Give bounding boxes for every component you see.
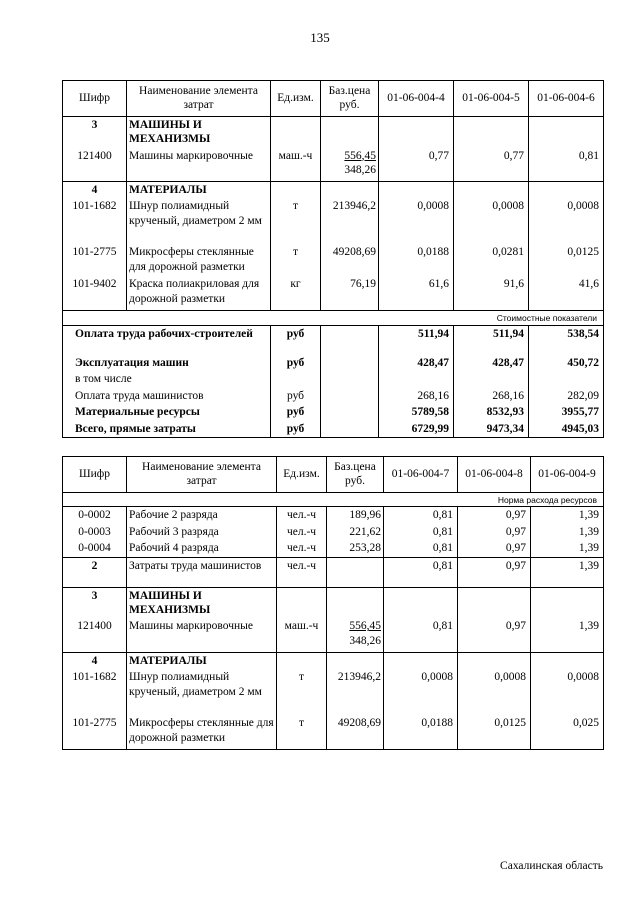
row-name: Машины маркировочные — [127, 618, 277, 652]
summary-value: 511,94 — [379, 325, 454, 355]
row-price: 76,19 — [321, 276, 379, 310]
summary-unit: руб — [271, 421, 321, 438]
row-name: Машины маркировочные — [127, 148, 271, 182]
row-value: 0,0188 — [379, 244, 454, 276]
resource-table-1 — [62, 80, 604, 438]
summary-label: Оплата труда рабочих-строителей — [63, 325, 271, 355]
row-code: 4 — [63, 652, 127, 669]
row-price: 221,62 — [327, 524, 384, 540]
table-row — [63, 276, 604, 310]
header-name: Наименование элемента затрат — [127, 81, 271, 117]
table-header-row — [63, 457, 604, 493]
table-row — [63, 715, 604, 749]
row-price: 213946,2 — [327, 669, 384, 715]
row-price: 49208,69 — [321, 244, 379, 276]
row-value: 0,0008 — [529, 198, 604, 244]
section-label-row — [63, 310, 604, 325]
row-code: 101-9402 — [63, 276, 127, 310]
summary-value: 450,72 — [529, 355, 604, 371]
row-code: 121400 — [63, 618, 127, 652]
section-label-row — [63, 492, 604, 507]
row-unit: кг — [271, 276, 321, 310]
row-price: 189,96 — [327, 507, 384, 524]
summary-value: 8532,93 — [454, 404, 529, 420]
table-row — [63, 557, 604, 587]
summary-value: 282,09 — [529, 388, 604, 404]
row-name: МАШИНЫ И МЕХАНИЗМЫ — [127, 587, 277, 618]
row-code: 0-0004 — [63, 540, 127, 557]
row-value: 61,6 — [379, 276, 454, 310]
row-unit: чел.-ч — [277, 524, 327, 540]
summary-row — [63, 388, 604, 404]
row-unit: маш.-ч — [271, 148, 321, 182]
row-value: 0,81 — [529, 148, 604, 182]
row-unit: т — [277, 715, 327, 749]
page-number: 135 — [310, 30, 330, 45]
row-name: Шнур полиамидный крученый, диаметром 2 мм — [127, 198, 271, 244]
region-footer: Сахалинская область — [500, 860, 603, 872]
row-value: 0,0188 — [384, 715, 458, 749]
row-code: 0-0002 — [63, 507, 127, 524]
table-row — [63, 116, 604, 147]
summary-label: Материальные ресурсы — [63, 404, 271, 420]
row-code: 3 — [63, 116, 127, 147]
price-value: 556,45 — [344, 149, 376, 162]
price-value: 556,45 — [349, 620, 381, 633]
price-value-secondary: 348,26 — [349, 634, 381, 647]
row-code: 101-1682 — [63, 669, 127, 715]
row-name: Микросферы стеклянные для дорожной разметки — [127, 244, 271, 276]
row-code: 2 — [63, 557, 127, 587]
row-name: Рабочий 3 разряда — [127, 524, 277, 540]
summary-label: Оплата труда машинистов — [63, 388, 271, 404]
summary-unit: руб — [271, 404, 321, 420]
row-code: 4 — [63, 182, 127, 199]
resource-table-2 — [62, 456, 604, 750]
row-name: МАТЕРИАЛЫ — [127, 652, 277, 669]
header-unit: Ед.изм. — [277, 457, 327, 493]
row-value: 0,025 — [531, 715, 604, 749]
row-value: 0,97 — [458, 557, 531, 587]
row-name: Шнур полиамидный крученый, диаметром 2 мм — [127, 669, 277, 715]
row-unit: маш.-ч — [277, 618, 327, 652]
row-name: МАШИНЫ И МЕХАНИЗМЫ — [127, 116, 271, 147]
summary-row — [63, 421, 604, 438]
row-value: 0,97 — [458, 540, 531, 557]
header-col-4: 01-06-004-4 — [379, 81, 454, 117]
row-value: 0,0008 — [379, 198, 454, 244]
header-col-7: 01-06-004-7 — [384, 457, 458, 493]
header-price: Баз.цена руб. — [321, 81, 379, 117]
row-code: 101-2775 — [63, 244, 127, 276]
row-value: 0,77 — [379, 148, 454, 182]
section-label: Норма расхода ресурсов — [63, 492, 604, 507]
row-price: 213946,2 — [321, 198, 379, 244]
section-label: Стоимостные показатели — [63, 310, 604, 325]
row-unit: чел.-ч — [277, 507, 327, 524]
row-value: 0,97 — [458, 524, 531, 540]
row-value: 0,81 — [384, 524, 458, 540]
row-value: 0,0008 — [531, 669, 604, 715]
price-value-secondary: 348,26 — [344, 163, 376, 176]
row-value: 1,39 — [531, 524, 604, 540]
row-unit: т — [277, 669, 327, 715]
summary-row — [63, 404, 604, 420]
table-row — [63, 587, 604, 618]
row-value: 1,39 — [531, 618, 604, 652]
row-value: 1,39 — [531, 507, 604, 524]
row-unit: чел.-ч — [277, 557, 327, 587]
row-value: 0,81 — [384, 507, 458, 524]
summary-unit: руб — [271, 325, 321, 355]
row-code: 121400 — [63, 148, 127, 182]
table-row — [63, 198, 604, 244]
row-value: 0,81 — [384, 540, 458, 557]
table-row — [63, 540, 604, 557]
header-col-9: 01-06-004-9 — [531, 457, 604, 493]
row-price: 253,28 — [327, 540, 384, 557]
header-code: Шифр — [63, 81, 127, 117]
row-name: Затраты труда машинистов — [127, 557, 277, 587]
row-name: Рабочий 4 разряда — [127, 540, 277, 557]
row-value: 0,97 — [458, 618, 531, 652]
summary-value: 511,94 — [454, 325, 529, 355]
row-price — [321, 148, 379, 182]
header-unit: Ед.изм. — [271, 81, 321, 117]
summary-value: 268,16 — [379, 388, 454, 404]
row-price: 49208,69 — [327, 715, 384, 749]
row-value: 0,0281 — [454, 244, 529, 276]
summary-row — [63, 371, 604, 387]
row-value: 1,39 — [531, 557, 604, 587]
row-unit: т — [271, 244, 321, 276]
header-name: Наименование элемента затрат — [127, 457, 277, 493]
summary-unit: руб — [271, 388, 321, 404]
table-row — [63, 244, 604, 276]
summary-value: 9473,34 — [454, 421, 529, 438]
row-name: Краска полиакриловая для дорожной разметки — [127, 276, 271, 310]
row-name: Рабочие 2 разряда — [127, 507, 277, 524]
header-col-6: 01-06-004-6 — [529, 81, 604, 117]
row-value: 0,0008 — [458, 669, 531, 715]
summary-value: 538,54 — [529, 325, 604, 355]
row-value: 0,77 — [454, 148, 529, 182]
summary-value: 5789,58 — [379, 404, 454, 420]
summary-value: 428,47 — [454, 355, 529, 371]
row-value: 1,39 — [531, 540, 604, 557]
row-name: Микросферы стеклянные для дорожной разметки — [127, 715, 277, 749]
row-code: 0-0003 — [63, 524, 127, 540]
row-value: 0,81 — [384, 618, 458, 652]
row-unit: чел.-ч — [277, 540, 327, 557]
summary-label: в том числе — [63, 371, 271, 387]
summary-value: 268,16 — [454, 388, 529, 404]
header-col-8: 01-06-004-8 — [458, 457, 531, 493]
row-value: 0,0125 — [529, 244, 604, 276]
table-row — [63, 148, 604, 182]
table-header-row — [63, 81, 604, 117]
header-col-5: 01-06-004-5 — [454, 81, 529, 117]
summary-value: 428,47 — [379, 355, 454, 371]
row-value: 0,0125 — [458, 715, 531, 749]
row-value: 41,6 — [529, 276, 604, 310]
summary-value: 4945,03 — [529, 421, 604, 438]
row-name: МАТЕРИАЛЫ — [127, 182, 271, 199]
row-value: 0,97 — [458, 507, 531, 524]
summary-value: 3955,77 — [529, 404, 604, 420]
row-price — [327, 618, 384, 652]
header-code: Шифр — [63, 457, 127, 493]
table-row — [63, 618, 604, 652]
table-row — [63, 182, 604, 199]
summary-label: Эксплуатация машин — [63, 355, 271, 371]
row-unit: т — [271, 198, 321, 244]
summary-value: 6729,99 — [379, 421, 454, 438]
summary-unit: руб — [271, 355, 321, 371]
row-code: 101-2775 — [63, 715, 127, 749]
header-price: Баз.цена руб. — [327, 457, 384, 493]
table-row — [63, 652, 604, 669]
table-row — [63, 669, 604, 715]
row-code: 101-1682 — [63, 198, 127, 244]
row-value: 0,0008 — [454, 198, 529, 244]
row-value: 91,6 — [454, 276, 529, 310]
summary-row — [63, 325, 604, 355]
row-value: 0,81 — [384, 557, 458, 587]
table-row — [63, 507, 604, 524]
table-row — [63, 524, 604, 540]
row-value: 0,0008 — [384, 669, 458, 715]
row-code: 3 — [63, 587, 127, 618]
summary-row — [63, 355, 604, 371]
summary-label: Всего, прямые затраты — [63, 421, 271, 438]
